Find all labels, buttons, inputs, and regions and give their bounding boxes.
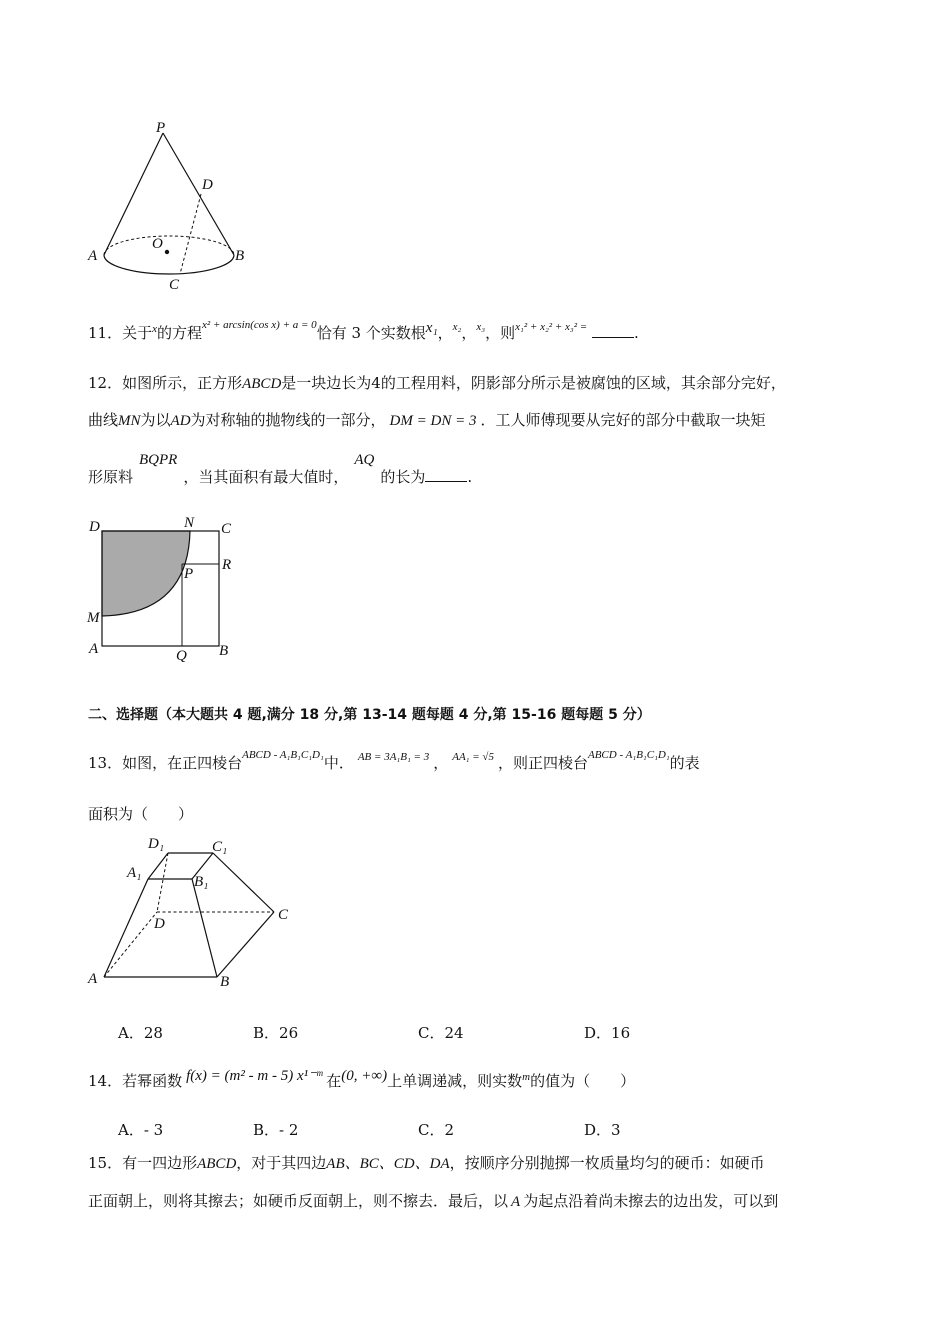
cone-label-b: B: [235, 248, 245, 264]
frustum-figure: [84, 830, 304, 995]
frustum-label-a1: A₁: [127, 865, 142, 881]
cone-figure: [80, 118, 260, 298]
square-label-b: B: [219, 643, 229, 659]
q11-equation: x² + arcsin(cos x) + a = 0: [202, 319, 317, 331]
question-13-line-2: 面积为（ ）: [88, 805, 194, 823]
q13-option-d[interactable]: D．16: [584, 1024, 631, 1042]
frustum-label-d: D: [154, 916, 165, 932]
square-label-m: M: [87, 610, 100, 626]
square-label-r: R: [222, 557, 232, 573]
cone-label-c: C: [169, 277, 180, 293]
q14-option-c[interactable]: C．2: [418, 1121, 455, 1139]
q13-option-b[interactable]: B．26: [253, 1024, 299, 1042]
square-label-p: P: [184, 566, 194, 582]
question-15-line-2: 正面朝上，则将其擦去；如硬币反面朝上，则不擦去．最后，以 A 为起点沿着尚未擦去的边出发，可以到: [88, 1192, 779, 1210]
q14-option-a[interactable]: A．- 3: [118, 1121, 164, 1139]
cone-label-o: O: [152, 236, 163, 252]
q11-expression: x₁² + x₂² + x₃² =: [515, 321, 588, 333]
frustum-label-b: B: [220, 974, 230, 990]
frustum-label-c: C: [278, 907, 289, 923]
section-2-heading: 二、选择题（本大题共 4 题,满分 18 分,第 13-14 题每题 4 分,第 15-16 题每题 5 分）: [88, 707, 651, 723]
frustum-label-c1: C₁: [212, 839, 228, 855]
question-12-line-1: 12．如图所示，正方形ABCD是一块边长为4的工程用料，阴影部分所示是被腐蚀的区域，其余部分完好，: [88, 374, 786, 392]
frustum-label-d1: D₁: [148, 836, 165, 852]
square-figure: [84, 512, 244, 662]
cone-label-p: P: [156, 120, 166, 136]
q13-option-c[interactable]: C．24: [418, 1024, 464, 1042]
square-label-c: C: [221, 521, 232, 537]
question-12-line-3: 形原料BQPR，当其面积有最大值时，AQ的长为 .: [88, 452, 473, 486]
square-label-d: D: [89, 519, 100, 535]
question-12-line-2: 曲线MN为以AD为对称轴的抛物线的一部分， DM = DN = 3 ．工人师傅现要从完好的部分中截取一块矩: [88, 411, 766, 429]
q14-function: f(x) = (m² - m - 5) x¹⁻ᵐ: [186, 1068, 323, 1084]
frustum-label-b1: B₁: [194, 874, 209, 890]
question-14: 14．若幂函数 f(x) = (m² - m - 5) x¹⁻ᵐ 在(0, +∞)上单调递减，则实数$^m$的值为（ ）: [88, 1068, 636, 1090]
q14-option-d[interactable]: D．3: [584, 1121, 621, 1139]
square-label-a: A: [89, 641, 99, 657]
question-11: 11．关于$^x$的方程$^{x^2 + arcsin(cos x) + a = 0}$恰有 3 个实数根x₁，$^{x_2}$，$^{x_3}$，则$^{x_1^2 + x_2^2 + x_3^2 =}$ .: [88, 319, 639, 342]
question-13-line-1: 13．如图，在正四棱台$^{ABCD - A_1B_1C_1D_1}$中． $^{AB = 3A_1B_1 = 3}$ ， $^{AA_1 = √5}$ ，则正四棱台$^{ABCD - A_1B_1C_1D_1}$的表: [88, 749, 700, 772]
cone-label-a: A: [88, 248, 98, 264]
square-label-q: Q: [176, 648, 187, 662]
frustum-label-a: A: [88, 971, 98, 987]
answer-blank: [592, 323, 634, 338]
q14-interval: (0, +∞): [341, 1068, 388, 1084]
q14-option-b[interactable]: B．- 2: [253, 1121, 299, 1139]
answer-blank: [425, 467, 467, 482]
square-label-n: N: [184, 515, 195, 531]
cone-label-d: D: [202, 177, 213, 193]
q13-option-a[interactable]: A．28: [118, 1024, 163, 1042]
question-15-line-1: 15．有一四边形ABCD，对于其四边AB、BC、CD、DA，按顺序分别抛掷一枚质量均匀的硬币：如硬币: [88, 1154, 765, 1172]
